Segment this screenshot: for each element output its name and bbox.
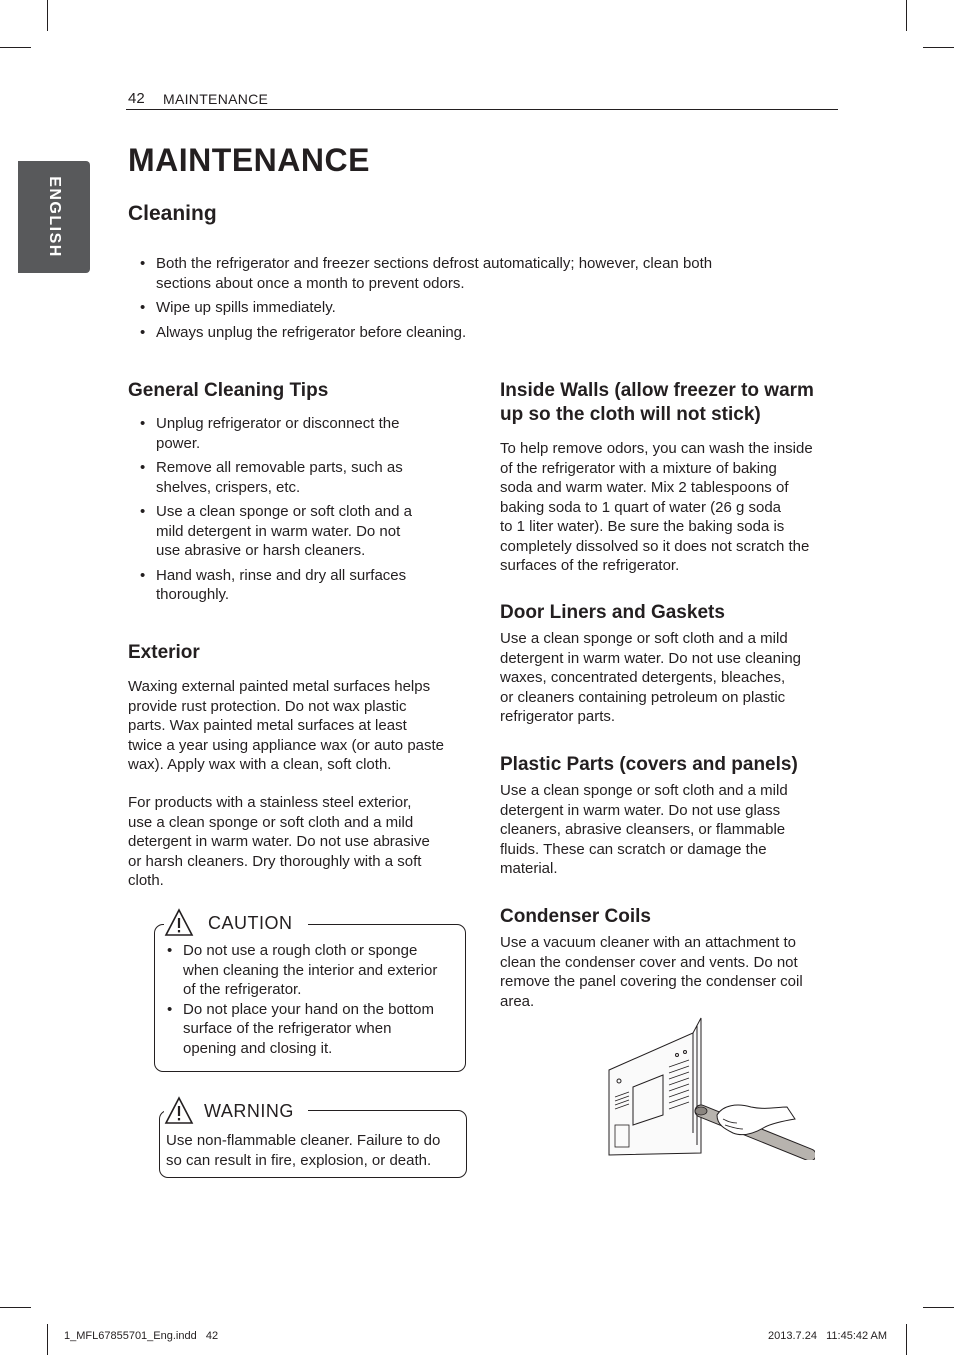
caution-header [164,906,308,940]
cleaning-heading: Cleaning [128,202,217,225]
warning-header [164,1094,308,1128]
footer-timestamp: 2013.7.24 11:45:42 AM [768,1330,888,1342]
caution-label: CAUTION [204,913,297,934]
list-item: • Do not use a rough cloth or sponge when cleaning the interior and exterior of the refrigerator. [155,941,465,1000]
list-item: • Remove all removable parts, such as shelves, crispers, etc. [128,458,468,497]
list-item: • Use a clean sponge or soft cloth and a mild detergent in warm water. Do not use abrasive or harsh cleaners. [128,502,468,561]
general-tips-list [128,414,468,605]
list-item: • Do not place your hand on the bottom surface of the refrigerator when opening and closing it. [155,1000,465,1059]
exterior-paragraph: Waxing external painted metal surfaces helps provide rust protection. Do not wax plastic parts. Wax painted metal surfaces at least twice a year using appliance wax (or auto paste wax). Apply wax with a clean, soft cloth. [128,678,445,773]
inside-walls-text: To help remove odors, you can wash the inside of the refrigerator with a mixture of baking soda and warm water. Mix 2 tablespoons of baking soda to 1 quart of water (26 g soda to 1 liter water). Be sure the baking soda is completely dissolved so it does not scratch the surfaces of the refrigerator. [500,440,813,574]
plastic-parts-heading: Plastic Parts (covers and panels) [500,754,798,775]
crop-mark [906,0,907,31]
warning-text: Use non-flammable cleaner. Failure to do so can result in fire, explosion, or death. [166,1132,441,1169]
language-tab [18,161,90,273]
plastic-parts-text: Use a clean sponge or soft cloth and a mild detergent in warm water. Do not use glass cleaners, abrasive cleansers, or flammable fluids. These can scratch or damage the material. [500,782,788,877]
condenser-heading: Condenser Coils [500,906,651,927]
footer-filename: 1_MFL67855701_Eng.indd 42 [64,1330,219,1342]
list-item: • Hand wash, rinse and dry all surfaces thoroughly. [128,566,468,605]
warning-label: WARNING [200,1101,298,1122]
page-title: MAINTENANCE [128,142,370,178]
door-liners-heading: Door Liners and Gaskets [500,602,725,623]
crop-mark [923,1307,954,1308]
caution-list [155,941,465,1058]
list-item: • Unplug refrigerator or disconnect the power. [128,414,468,453]
list-item: • Wipe up spills immediately. [128,298,808,318]
crop-mark [47,0,48,31]
exterior-heading: Exterior [128,642,200,663]
crop-mark [906,1324,907,1355]
page-number: 42 [128,90,145,107]
crop-mark [0,47,31,48]
exterior-stainless-paragraph: For products with a stainless steel exterior, use a clean sponge or soft cloth and a mild detergent in warm water. Do not use abrasive or harsh cleaners. Dry thoroughly with a soft cloth. [128,794,430,889]
warning-triangle-icon [164,908,194,938]
language-tab-label: ENGLISH [46,176,63,258]
list-item: • Both the refrigerator and freezer sections defrost automatically; however, clean both sections about once a month to prevent odors. [128,254,808,293]
general-tips-heading: General Cleaning Tips [128,380,329,401]
crop-mark [47,1324,48,1355]
inside-walls-heading: Inside Walls (allow freezer to warm up so the cloth will not stick) [500,380,814,425]
running-header: MAINTENANCE [163,91,269,107]
header-rule [126,109,838,110]
cleaning-list [128,254,808,342]
crop-mark [0,1307,31,1308]
condenser-text: Use a vacuum cleaner with an attachment to clean the condenser cover and vents. Do not remove the panel covering the condenser coil area. [500,934,803,1010]
door-liners-text: Use a clean sponge or soft cloth and a mild detergent in warm water. Do not use cleaning waxes, concentrated detergents, bleaches, or cleaners containing petroleum on plastic refrigerator parts. [500,630,802,725]
crop-mark [923,47,954,48]
warning-triangle-icon [164,1096,194,1126]
list-item: • Always unplug the refrigerator before cleaning. [128,323,808,343]
condenser-cleaning-illustration [605,1015,815,1160]
